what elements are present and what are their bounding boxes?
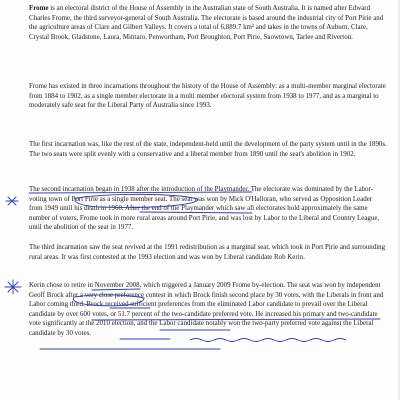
underline-1938 xyxy=(29,192,252,193)
circle-geoff-brock xyxy=(73,295,144,306)
circle-labor-voting xyxy=(75,194,198,207)
underline-november-2008 xyxy=(92,289,140,290)
paragraph-intro-text: is an electoral district of the House of Assembly in the Australian state of South Australia. It is named after Edward Charles Frome, the third surveyor-general of South Australia. The electorate is based around the industrial city of Port Pirie and the agriculture areas of Clare and Gilbert Valleys. It covers a total of 6,889.7 km² and takes in the towns of Auburn, Clare, Crystal Brook, Gladstone, Laura, Mintaro, Penwortham, Port Broughton, Port Pirie, Saowtown, Tarlee and Riverton. xyxy=(29,5,384,41)
underline-opposition xyxy=(140,212,252,213)
paragraph-by-election: Kerin chose to retire in November 2008, which triggered a January 2009 Frome by-election. The seat was won by independent Geoff Brock after a very close preference contest in which Brock finish second place by 30 votes, with the Liberals in front and Labor coming third. Brock received sufficient preferences from the eliminated Labor candidate to prevail over the Liberal candidate by over 600 votes, or 51.7 percent of the two-candidate preferred vote. He increased his primary and two-candidate vote significantly at the 2010 election, and the Labor candidate notably won the two-party preferred vote against the Liberal candidate by 30 votes. xyxy=(29,282,384,337)
article-subject: Frome xyxy=(29,5,49,12)
asterisk-mark xyxy=(6,197,18,205)
asterisk-mark xyxy=(5,280,21,294)
wavy-underline-labor-won xyxy=(190,339,346,342)
paragraph-first-incarnation: The first incarnation was, like the rest of the state, independent-held until the development of the party system until in the 1890s. The two seats were split evenly with a conservative and a liberal member from 1890 until the seat's abolition in 1902. xyxy=(29,141,387,158)
paragraph-incarnations: Frome has existed in three incarnations throughout the history of the House of Assembly: as a multi-member marginal electorate from 1884 to 1902, as a single member electorate in a multi member electoral system from 1938 to 1977, and as a marginal to moderately safe seat for the Liberal Party of Australia since 1993. xyxy=(29,83,386,110)
paragraph-third-incarnation: The third incarnation saw the seat revived at the 1991 redistribution as a marginal seat, which took in Port Pirie and surrounding rural areas. It was first contested at the 1993 election and was won by Liberal candidate Rob Kerin. xyxy=(29,244,386,261)
underline-eliminated xyxy=(92,319,380,320)
paragraph-second-incarnation: The second incarnation began in 1938 after the introduction of the Playmander. The electorate was dominated by the Labor-voting town of Port Pirie as a single member seat. The seat was won by Mick O'Halloran, who served as Opposition Leader from 1949 until his death in 1960. After the end of the Playmander which saw all electorates hold approximately the same number of voters, Frome took in more rural areas around Port Pirie, and was lost by Labor to the Liberal and Country League, until the abolition of the seat in 1977. xyxy=(29,186,380,232)
